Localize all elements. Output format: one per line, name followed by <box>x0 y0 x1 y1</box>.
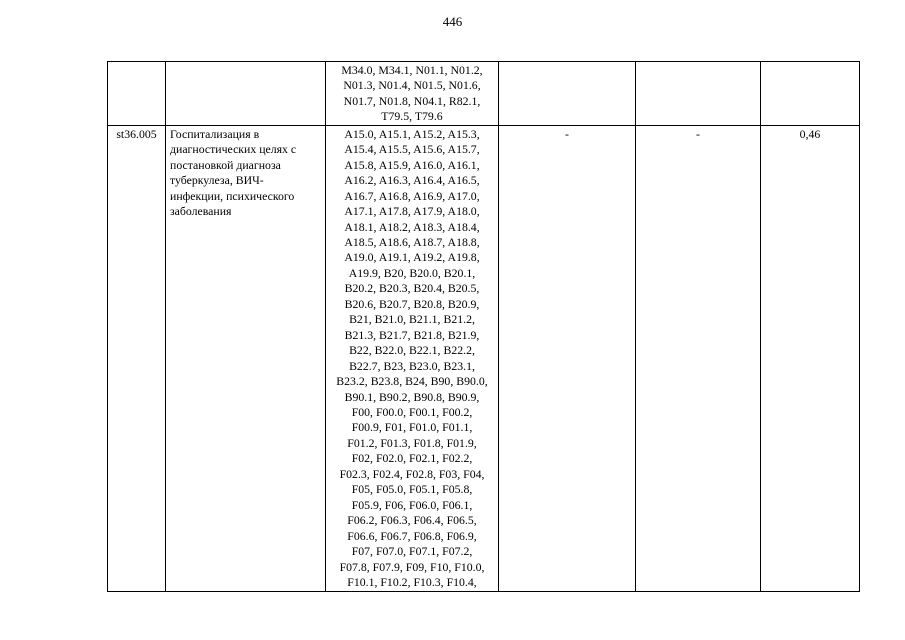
icd-codes-line: F05, F05.0, F05.1, F05.8, <box>351 482 473 497</box>
icd-codes-line: A15.4, A15.5, A15.6, A15.7, <box>344 142 480 157</box>
group-name-line: постановкой диагноза <box>170 157 281 172</box>
icd-codes-line: A15.8, A15.9, A16.0, A16.1, <box>344 157 480 172</box>
icd-codes-line: B21, B21.0, B21.1, B21.2, <box>349 312 475 327</box>
icd-codes-line: F06.6, F06.7, F06.8, F06.9, <box>347 528 477 543</box>
tariff-table <box>107 61 860 592</box>
icd-codes-line: B20.2, B20.3, B20.4, B20.5, <box>344 281 480 296</box>
group-name-cell <box>166 125 326 592</box>
icd-codes-line: A19.0, A19.1, A19.2, A19.8, <box>344 250 480 265</box>
table-row <box>108 62 860 126</box>
icd-codes-line: F07, F07.0, F07.1, F07.2, <box>351 544 473 559</box>
icd-codes-line: F07.8, F07.9, F09, F10, F10.0, <box>339 559 485 574</box>
icd-codes-line: F01.2, F01.3, F01.8, F01.9, <box>347 435 477 450</box>
additional-criteria-cell: - <box>636 125 761 592</box>
icd-codes-line: N01.7, N01.8, N04.1, R82.1, <box>343 93 481 108</box>
icd-codes-line: B22, B22.0, B22.1, B22.2, <box>349 343 475 358</box>
icd-codes-line: B20.6, B20.7, B20.8, B20.9, <box>344 296 480 311</box>
icd-codes-line: F02.3, F02.4, F02.8, F03, F04, <box>339 466 485 481</box>
icd-codes-line: A16.2, A16.3, A16.4, A16.5, <box>344 173 480 188</box>
icd-codes-line: A18.1, A18.2, A18.3, A18.4, <box>344 219 480 234</box>
icd-codes-line: F00.9, F01, F01.0, F01.1, <box>351 420 473 435</box>
group-name-line: Госпитализация в <box>170 126 260 141</box>
icd-codes-line: T79.5, T79.6 <box>381 109 443 124</box>
icd-codes-line: B23.2, B23.8, B24, B90, B90.0, <box>336 374 488 389</box>
group-name-line: туберкулеза, ВИЧ- <box>170 173 264 188</box>
table-row <box>108 125 860 592</box>
icd-codes-line: A19.9, B20, B20.0, B20.1, <box>348 265 476 280</box>
icd-codes-line: M34.0, M34.1, N01.1, N01.2, <box>341 63 483 77</box>
icd-codes-line: F00, F00.0, F00.1, F00.2, <box>351 404 473 419</box>
icd-codes-line: F10.1, F10.2, F10.3, F10.4, <box>347 574 477 589</box>
icd-codes-line: N01.3, N01.4, N01.5, N01.6, <box>343 78 481 93</box>
icd-codes-line: A15.0, A15.1, A15.2, A15.3, <box>344 126 480 141</box>
icd-codes-line: A18.5, A18.6, A18.7, A18.8, <box>344 234 480 249</box>
icd-codes-line: B90.1, B90.2, B90.8, B90.9, <box>344 389 480 404</box>
cost-coefficient-cell <box>761 62 860 126</box>
group-name-cell <box>166 62 326 126</box>
icd-codes-line: B22.7, B23, B23.0, B23.1, <box>349 358 475 373</box>
cost-coefficient-cell: 0,46 <box>761 125 860 592</box>
group-name-line: диагностических целях с <box>170 142 297 157</box>
group-code-cell <box>108 62 166 126</box>
icd-codes-line: A17.1, A17.8, A17.9, A18.0, <box>344 204 480 219</box>
icd-codes-line: A16.7, A16.8, A16.9, A17.0, <box>344 188 480 203</box>
icd-codes-line: F06.2, F06.3, F06.4, F06.5, <box>347 513 477 528</box>
group-name-line: инфекции, психического <box>170 188 295 203</box>
icd-codes-line: F02, F02.0, F02.1, F02.2, <box>351 451 473 466</box>
icd-codes-cell <box>326 125 499 592</box>
icd-codes-line: B21.3, B21.7, B21.8, B21.9, <box>344 327 480 342</box>
service-code-cell: - <box>499 125 636 592</box>
page-number: 446 <box>442 14 463 29</box>
group-code-cell: st36.005 <box>108 125 166 592</box>
table-body <box>108 62 860 592</box>
additional-criteria-cell <box>636 62 761 126</box>
icd-codes-cell <box>326 62 499 126</box>
icd-codes-line: F05.9, F06, F06.0, F06.1, <box>351 497 473 512</box>
group-name-line: заболевания <box>170 204 232 219</box>
service-code-cell <box>499 62 636 126</box>
